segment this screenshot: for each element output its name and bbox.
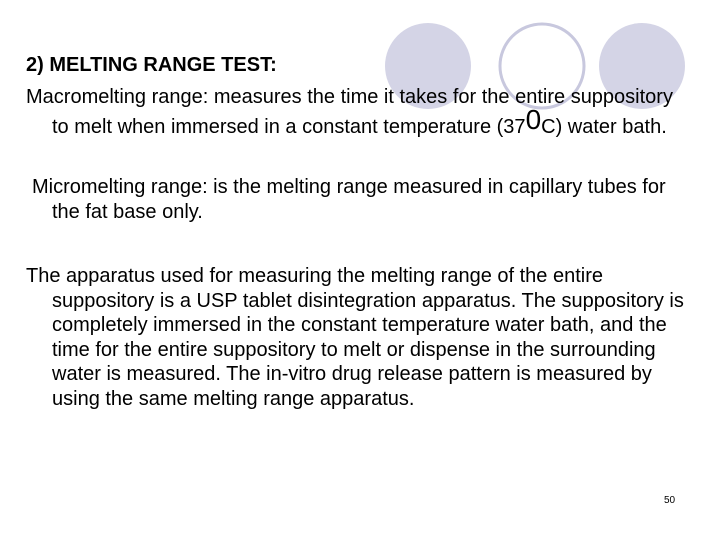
apparatus-paragraph: The apparatus used for measuring the melting range of the entire suppository is a USP tablet disintegration apparatus. The suppository is completely immersed in the constant temperature water bath, and the time for the entire suppository to melt or dispense in the surrounding water is measured. The in-vitro drug release pattern is measured by using the same melting range apparatus. <box>26 265 684 410</box>
degree-glyph: 0 <box>525 103 542 135</box>
macromelting-text: Macromelting range: measures the time it takes for the entire suppository to melt when immersed in a constant temperature (37 <box>26 86 673 138</box>
micromelting-paragraph: Micromelting range: is the melting range measured in capillary tubes for the fat base only. <box>32 176 666 223</box>
macromelting-tail: C) water bath. <box>541 115 667 138</box>
slide-title: 2) MELTING RANGE TEST: <box>26 54 277 76</box>
page-number: 50 <box>664 495 676 506</box>
macromelting-paragraph <box>26 85 692 139</box>
